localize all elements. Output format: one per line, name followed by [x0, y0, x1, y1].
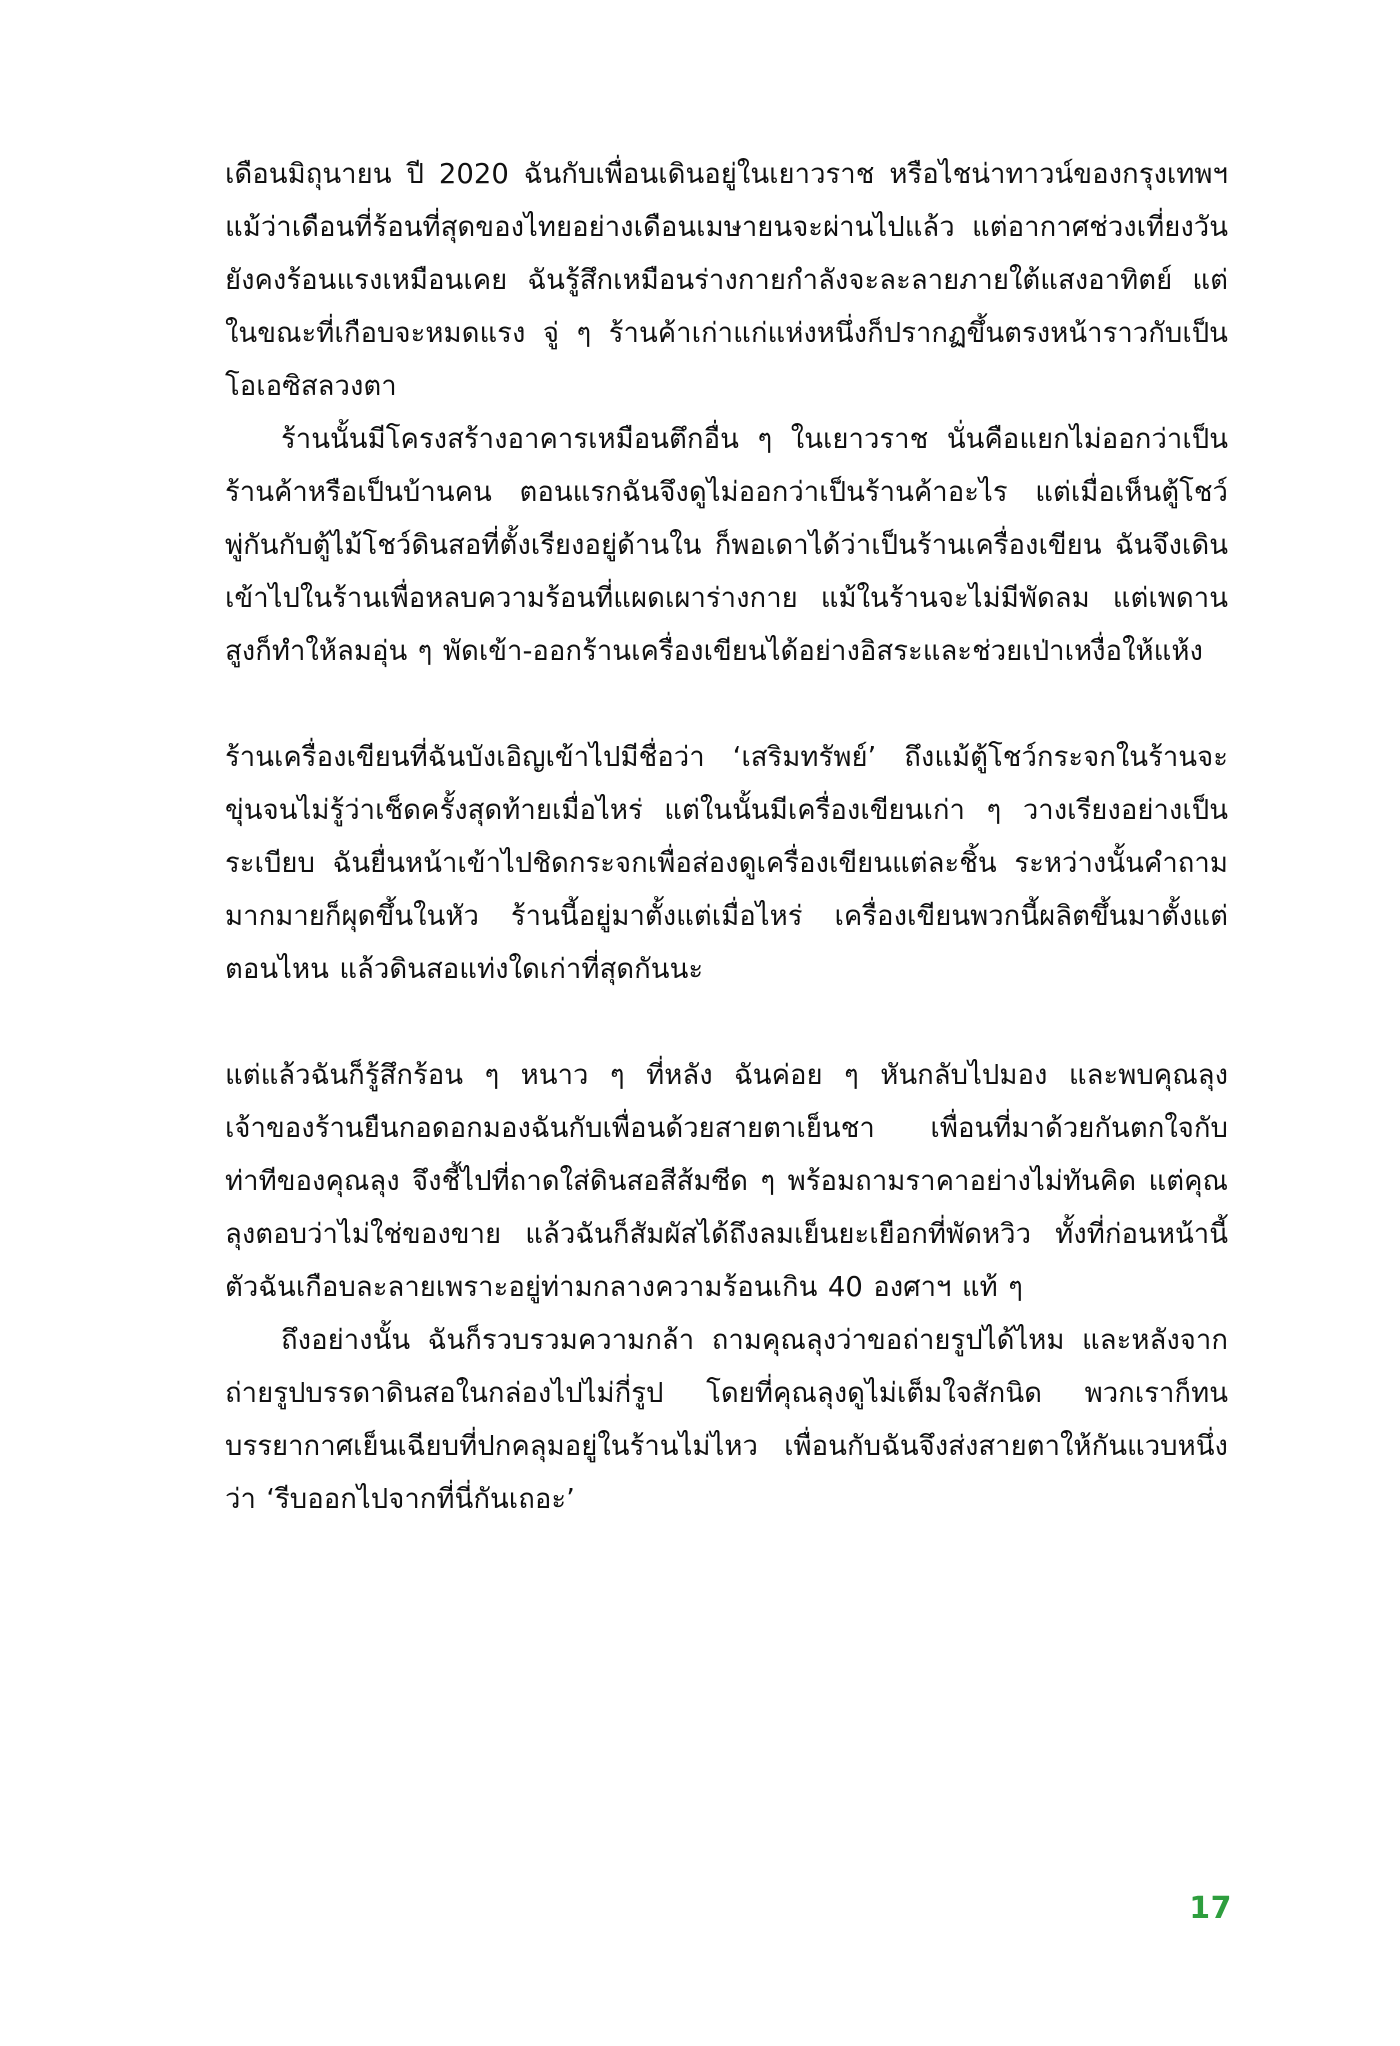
body-text-column — [225, 148, 1228, 1526]
paragraph-4: แต่แล้วฉันก็รู้สึกร้อน ๆ หนาว ๆ ที่หลัง ฉันค่อย ๆ หันกลับไปมอง และพบคุณลุงเจ้าของร้านยืนกอดอกมองฉันกับเพื่อนด้วยสายตาเย็นชา เพื่อนที่มาด้วยกันตกใจกับท่าทีของคุณลุง จึงชี้ไปที่ถาดใส่ดินสอสีส้มซีด ๆ พร้อมถามราคาอย่างไม่ทันคิด แต่คุณลุงตอบว่าไม่ใช่ของขาย แล้วฉันก็สัมผัสได้ถึงลมเย็นยะเยือกที่พัดหวิว ทั้งที่ก่อนหน้านี้ตัวฉันเกือบละลายเพราะอยู่ท่ามกลางความร้อนเกิน 40 องศาฯ แท้ ๆ — [225, 1059, 1228, 1303]
paragraph-3: ร้านเครื่องเขียนที่ฉันบังเอิญเข้าไปมีชื่อว่า ‘เสริมทรัพย์’ ถึงแม้ตู้โชว์กระจกในร้านจะขุ่นจนไม่รู้ว่าเช็ดครั้งสุดท้ายเมื่อไหร่ แต่ในนั้นมีเครื่องเขียนเก่า ๆ วางเรียงอย่างเป็นระเบียบ ฉันยื่นหน้าเข้าไปชิดกระจกเพื่อส่องดูเครื่องเขียนแต่ละชิ้น ระหว่างนั้นคำถามมากมายก็ผุดขึ้นในหัว ร้านนี้อยู่มาตั้งแต่เมื่อไหร่ เครื่องเขียนพวกนี้ผลิตขึ้นมาตั้งแต่ตอนไหน แล้วดินสอแท่งใดเก่าที่สุดกันนะ — [225, 741, 1228, 985]
paragraph-1: เดือนมิถุนายน ปี 2020 ฉันกับเพื่อนเดินอยู่ในเยาวราช หรือไชน่าทาวน์ของกรุงเทพฯ แม้ว่าเดือนที่ร้อนที่สุดของไทยอย่างเดือนเมษายนจะผ่านไปแล้ว แต่อากาศช่วงเที่ยงวันยังคงร้อนแรงเหมือนเคย ฉันรู้สึกเหมือนร่างกายกำลังจะละลายภายใต้แสงอาทิตย์ แต่ในขณะที่เกือบจะหมดแรง จู่ ๆ ร้านค้าเก่าแก่แห่งหนึ่งก็ปรากฏขึ้นตรงหน้าราวกับเป็นโอเอซิสลวงตา — [225, 158, 1228, 402]
paragraph-spacer-2 — [225, 996, 1228, 1049]
paragraph-5: ถึงอย่างนั้น ฉันก็รวบรวมความกล้า ถามคุณลุงว่าขอถ่ายรูปได้ไหม และหลังจากถ่ายรูปบรรดาดินสอในกล่องไปไม่กี่รูป โดยที่คุณลุงดูไม่เต็มใจสักนิด พวกเราก็ทนบรรยากาศเย็นเฉียบที่ปกคลุมอยู่ในร้านไม่ไหว เพื่อนกับฉันจึงส่งสายตาให้กันแวบหนึ่งว่า ‘รีบออกไปจากที่นี่กันเถอะ’ — [225, 1324, 1228, 1515]
page-number: 17 — [1189, 1891, 1232, 1926]
paragraph-2: ร้านนั้นมีโครงสร้างอาคารเหมือนตึกอื่น ๆ ในเยาวราช นั่นคือแยกไม่ออกว่าเป็นร้านค้าหรือเป็นบ้านคน ตอนแรกฉันจึงดูไม่ออกว่าเป็นร้านค้าอะไร แต่เมื่อเห็นตู้โชว์พู่กันกับตู้ไม้โชว์ดินสอที่ตั้งเรียงอยู่ด้านใน ก็พอเดาได้ว่าเป็นร้านเครื่องเขียน ฉันจึงเดินเข้าไปในร้านเพื่อหลบความร้อนที่แผดเผาร่างกาย แม้ในร้านจะไม่มีพัดลม แต่เพดานสูงก็ทำให้ลมอุ่น ๆ พัดเข้า-ออกร้านเครื่องเขียนได้อย่างอิสระและช่วยเป่าเหงื่อให้แห้ง — [225, 423, 1228, 667]
paragraph-spacer-1 — [225, 678, 1228, 731]
